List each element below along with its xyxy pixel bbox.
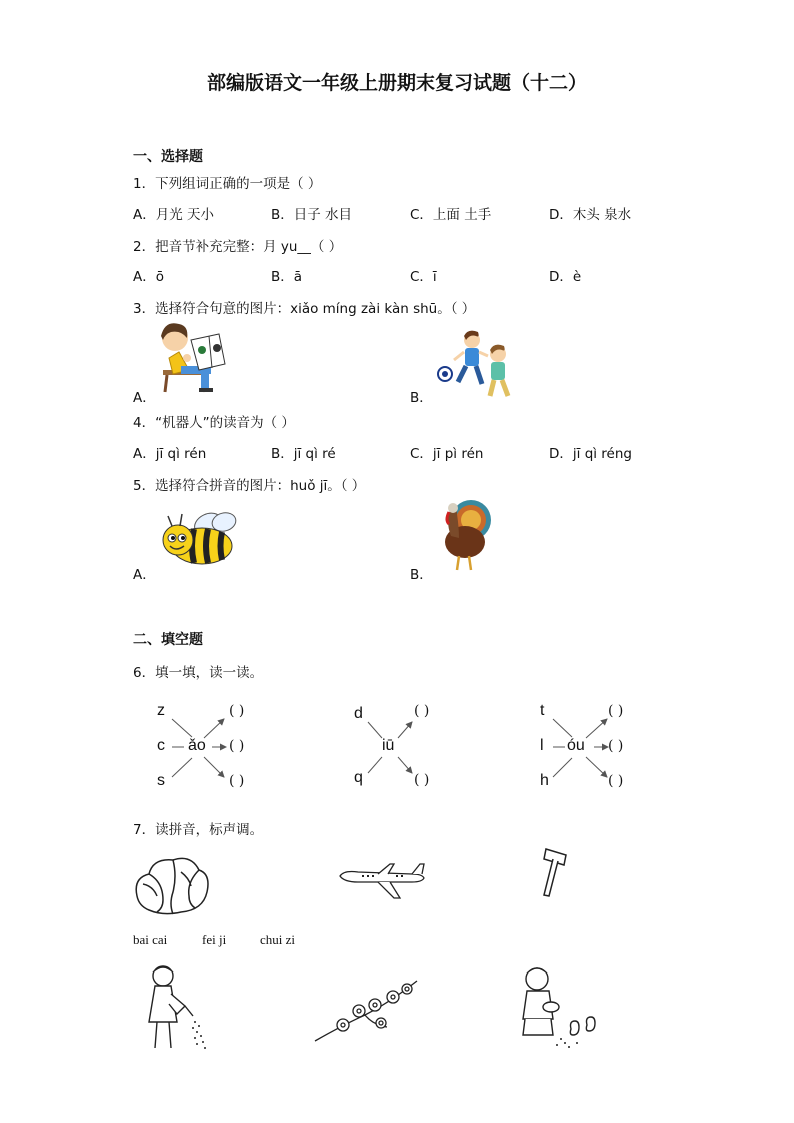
initial-s: s bbox=[157, 772, 165, 789]
question-4-option-c[interactable]: C．jī pì rén bbox=[410, 446, 484, 462]
answer-blank-7[interactable]: ( ) bbox=[608, 738, 624, 754]
question-7-stem: 7．读拼音，标声调。 bbox=[133, 822, 264, 838]
question-6-stem: 6．填一填，读一读。 bbox=[133, 665, 264, 681]
initial-q: q bbox=[354, 769, 363, 786]
turkey-icon[interactable] bbox=[437, 498, 495, 574]
question-2-option-d[interactable]: D．è bbox=[549, 269, 582, 285]
question-4-option-d[interactable]: D．jī qì réng bbox=[549, 446, 632, 462]
section-heading-fill: 二、填空题 bbox=[133, 632, 203, 648]
question-3-option-b[interactable]: B． bbox=[410, 390, 433, 406]
question-1-option-b[interactable]: B．日子 水目 bbox=[271, 207, 353, 223]
question-2-option-c[interactable]: C．ī bbox=[410, 269, 437, 285]
answer-blank-3[interactable]: ( ) bbox=[229, 773, 245, 789]
plum-blossom-branch-icon bbox=[313, 975, 419, 1045]
boy-feeding-chicks-icon bbox=[517, 963, 601, 1051]
initial-c: c bbox=[157, 737, 165, 754]
answer-blank-6[interactable]: ( ) bbox=[608, 703, 624, 719]
airplane-icon bbox=[338, 862, 426, 900]
answer-blank-5[interactable]: ( ) bbox=[414, 772, 430, 788]
section-heading-choice: 一、选择题 bbox=[133, 149, 203, 165]
question-5-option-a[interactable]: A． bbox=[133, 567, 156, 583]
question-1-option-c[interactable]: C．上面 土手 bbox=[410, 207, 492, 223]
page-title: 部编版语文一年级上册期末复习试题（十二） bbox=[206, 72, 587, 94]
final-ao: ǎo bbox=[188, 737, 206, 754]
caption-chui-zi: chui zi bbox=[260, 932, 296, 947]
caption-fei-ji: fei ji bbox=[202, 932, 227, 947]
question-5-stem: 5．选择符合拼音的图片：huǒ jī。（ ） bbox=[133, 478, 366, 494]
question-4-stem: 4．“机器人”的读音为（ ） bbox=[133, 415, 295, 431]
answer-blank-1[interactable]: ( ) bbox=[229, 703, 245, 719]
question-2-option-a[interactable]: A．ō bbox=[133, 269, 164, 285]
boy-reading-icon[interactable] bbox=[155, 318, 230, 394]
answer-blank-8[interactable]: ( ) bbox=[608, 773, 624, 789]
hammer-icon bbox=[536, 845, 576, 899]
question-3-option-a[interactable]: A． bbox=[133, 390, 156, 406]
kids-playing-soccer-icon[interactable] bbox=[436, 328, 516, 400]
initial-h: h bbox=[540, 772, 549, 789]
caption-bai-cai: bai cai bbox=[133, 932, 168, 947]
answer-blank-4[interactable]: ( ) bbox=[414, 703, 430, 719]
initial-z: z bbox=[157, 702, 165, 719]
question-2-option-b[interactable]: B．ā bbox=[271, 269, 303, 285]
initial-d: d bbox=[354, 705, 363, 722]
initial-l: l bbox=[540, 737, 544, 754]
initial-t: t bbox=[540, 702, 545, 719]
question-5-option-b[interactable]: B． bbox=[410, 567, 433, 583]
answer-blank-2[interactable]: ( ) bbox=[229, 738, 245, 754]
final-ou: óu bbox=[567, 737, 585, 754]
final-iu: iū bbox=[382, 737, 395, 754]
question-2-stem: 2．把音节补充完整：月 yu__（ ） bbox=[133, 239, 343, 255]
question-4-option-b[interactable]: B．jī qì ré bbox=[271, 446, 336, 462]
question-4-option-a[interactable]: A．jī qì rén bbox=[133, 446, 207, 462]
girl-watering-icon bbox=[133, 962, 213, 1052]
cabbage-icon bbox=[133, 852, 211, 918]
question-1-option-d[interactable]: D．木头 泉水 bbox=[549, 207, 632, 223]
question-1-stem: 1．下列组词正确的一项是（ ） bbox=[133, 176, 322, 192]
bee-icon[interactable] bbox=[158, 508, 238, 568]
question-1-option-a[interactable]: A．月光 天小 bbox=[133, 207, 215, 223]
question-3-stem: 3．选择符合句意的图片：xiǎo míng zài kàn shū。（ ） bbox=[133, 301, 476, 317]
